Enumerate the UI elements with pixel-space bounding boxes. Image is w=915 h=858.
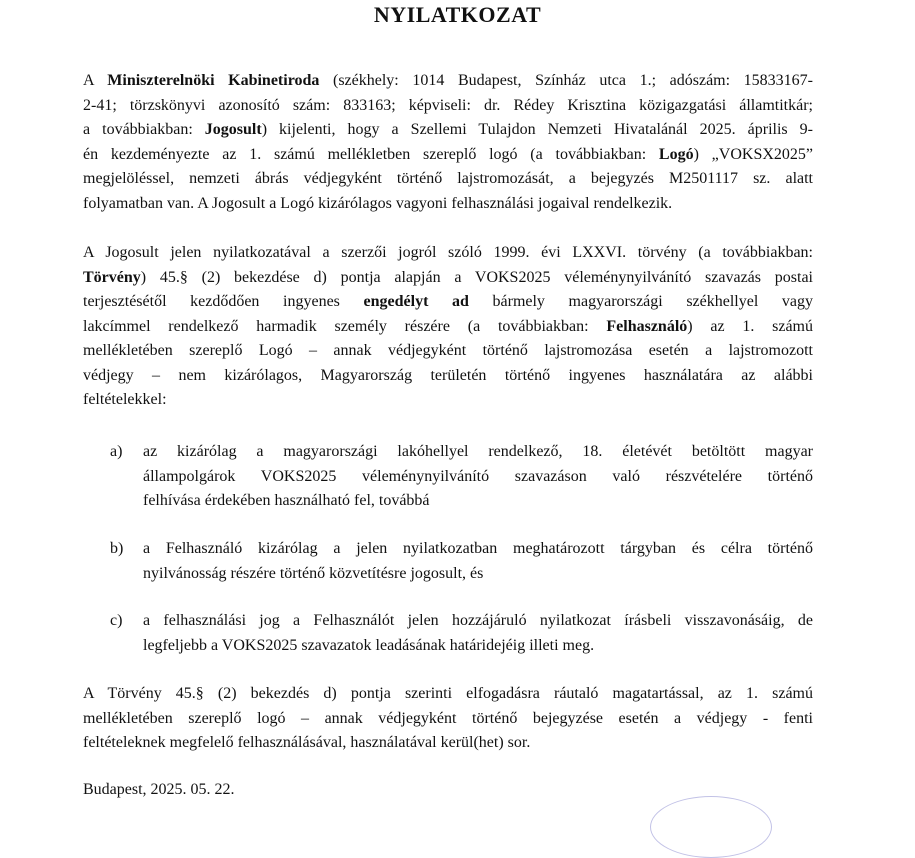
text-run: a továbbiakban:: [83, 121, 205, 138]
condition-line: a felhasználási jog a Felhasználót jelen hozzájáruló nyilatkozat írásbeli visszavonásáig, de: [143, 612, 813, 629]
text-run: mellékletében szereplő Logó – annak védjegyként történő lajstromozása esetén a lajstromozott: [83, 342, 813, 359]
list-marker: b): [110, 540, 124, 557]
text-run: ) az 1. számú: [687, 317, 814, 335]
text-run: terjesztésétől kezdődően ingyenes: [83, 293, 364, 310]
bold-term: Törvény: [83, 268, 141, 286]
paragraph-jogosult-declaration: [83, 69, 813, 216]
text-run: A: [83, 72, 108, 89]
condition-line: nyilvánosság részére történő közvetítésre jogosult, és: [143, 564, 484, 582]
text-run: bármely magyarországi székhellyel vagy: [468, 293, 813, 310]
paragraph-line: [83, 290, 813, 315]
text-run: folyamatban van. A Jogosult a Logó kizárólagos vagyoni felhasználási jogaival rendelkezik.: [83, 194, 673, 212]
paragraph-acceptance: [83, 682, 813, 756]
text-run: 2-41; törzskönyvi azonosító szám: 833163; képviseli: dr. Rédey Krisztina közigazgatási államtitkár;: [83, 96, 813, 114]
bold-term: Logó: [658, 145, 694, 163]
paragraph-line: [83, 69, 813, 94]
paragraph-line: feltételeknek megfelelő felhasználásával, használatával kerül(het) sor.: [83, 734, 531, 751]
paragraph-line: [83, 167, 813, 192]
bold-term: Jogosult: [204, 121, 262, 138]
text-run: lakcímmel rendelkező harmadik személy részére (a továbbiakban:: [83, 317, 607, 335]
text-run: én kezdeményezte az 1. számú mellékletben szereplő logó (a továbbiakban:: [83, 145, 659, 163]
document-title: NYILATKOZAT: [373, 2, 542, 27]
condition-text: [143, 537, 813, 586]
text-run: ) „VOKSX2025”: [693, 145, 813, 163]
condition-text: [143, 609, 813, 658]
text-run: (székhely: 1014 Budapest, Színház utca 1.; adószám: 15833167-: [319, 72, 813, 89]
paragraph-line: [83, 143, 813, 168]
paragraph-line: [83, 241, 813, 266]
condition-line: felhívása érdekében használható fel, továbbá: [143, 492, 430, 509]
text-run: védjegy – nem kizárólagos, Magyarország területén történő ingyenes használatára az alábbi: [83, 366, 813, 384]
list-marker: a): [110, 443, 123, 460]
condition-line: legfeljebb a VOKS2025 szavazatok leadásának határidejéig illeti meg.: [143, 636, 595, 654]
paragraph-line: mellékletében szereplő logó – annak védjegyként történő bejegyzése esetén a védjegy - fenti: [83, 709, 813, 727]
paragraph-line: [83, 192, 813, 217]
list-marker: c): [110, 612, 123, 629]
paragraph-line: [83, 315, 813, 340]
text-run: ) 45.§ (2) bekezdése d) pontja alapján a VOKS2025 véleménynyilvánító szavazás postai: [140, 268, 813, 286]
condition-text: [143, 440, 813, 514]
condition-line: állampolgárok VOKS2025 véleménynyilvánító szavazáson való részvételére történő: [143, 467, 813, 485]
paragraph-line: [83, 266, 813, 291]
place-and-date: Budapest, 2025. 05. 22.: [83, 781, 235, 798]
bold-term: engedélyt ad: [363, 293, 469, 310]
text-run: megjelöléssel, nemzeti ábrás védjegyként történő lajstromozását, a bejegyzés M2501117 sz. alatt: [83, 170, 813, 187]
text-run: A Jogosult jelen nyilatkozatával a szerzői jogról szóló 1999. évi LXXVI. törvény (a továbbiakban:: [83, 244, 813, 261]
condition-line: az kizárólag a magyarországi lakóhellyel rendelkező, 18. életévét betöltött magyar: [143, 443, 813, 460]
text-run: feltételekkel:: [83, 391, 167, 408]
paragraph-line: [83, 94, 813, 119]
paragraph-line: [83, 339, 813, 364]
paragraph-line: [83, 118, 813, 143]
bold-term: Felhasználó: [606, 317, 688, 335]
condition-line: a Felhasználó kizárólag a jelen nyilatkozatban meghatározott tárgyban és célra történő: [143, 540, 813, 557]
paragraph-line: [83, 388, 813, 413]
paragraph-line: A Törvény 45.§ (2) bekezdés d) pontja szerinti elfogadásra ráutaló magatartással, az 1. számú: [83, 685, 813, 702]
paragraph-license-grant: [83, 241, 813, 413]
bold-term: Miniszterelnöki Kabinetiroda: [107, 72, 320, 89]
text-run: ) kijelenti, hogy a Szellemi Tulajdon Nemzeti Hivatalánál 2025. április 9-: [261, 121, 813, 138]
paragraph-line: [83, 364, 813, 389]
official-stamp: [650, 796, 772, 858]
